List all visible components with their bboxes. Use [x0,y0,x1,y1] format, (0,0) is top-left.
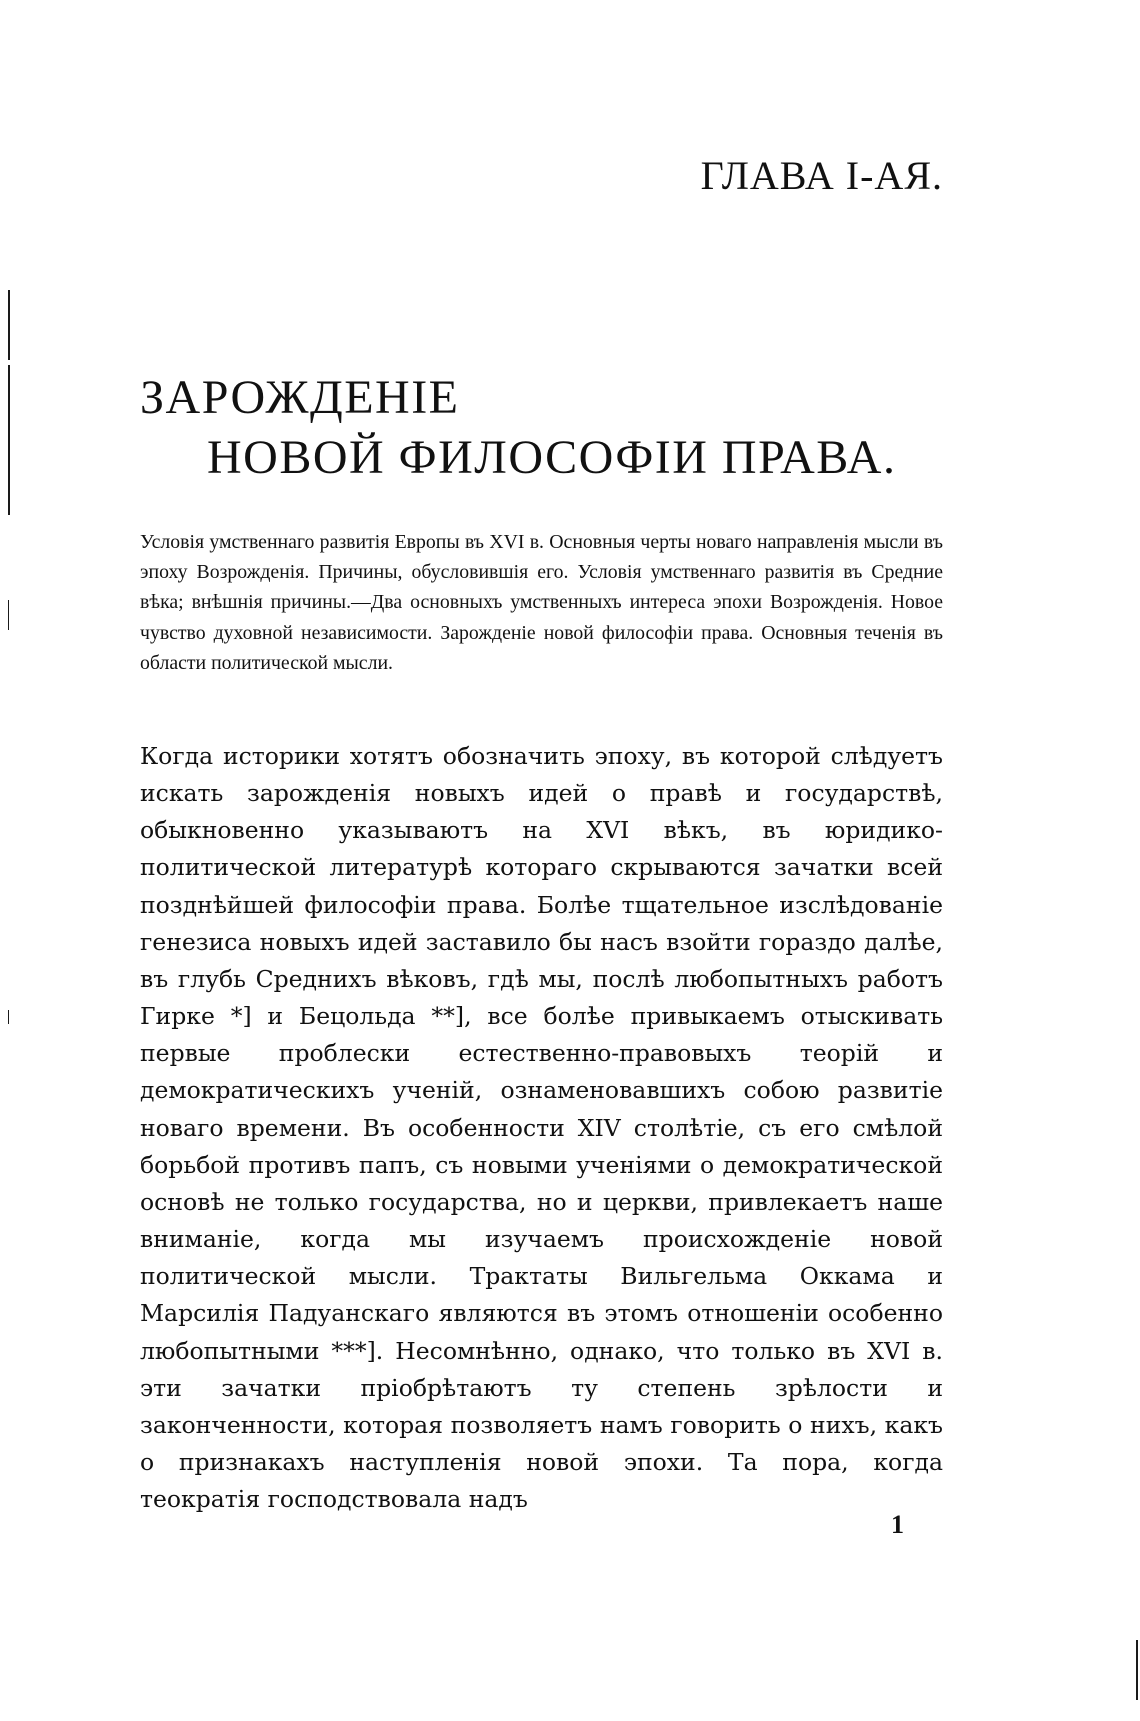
scan-edge-mark [8,1010,9,1024]
scan-edge-mark-right [1136,1640,1138,1700]
chapter-title-line-2: НОВОЙ ФИЛОСОФIИ ПРАВА. [207,431,897,484]
chapter-title-line-1: ЗАРОЖДЕНIЕ [140,371,460,424]
page-number: 1 [891,1510,904,1539]
chapter-heading: ГЛАВА I-АЯ. [700,153,943,198]
scan-edge-mark [8,600,9,630]
scan-edge-mark [8,290,10,360]
chapter-summary: Условiя умственнаго развитiя Европы въ XVI в. Основныя черты новаго направленiя мысли въ эпоху Возрожденiя. Причины, обусловившiя его. Условiя умственнаго развитiя въ Средние вѣка; внѣшнiя причины.—Два основныхъ умственныхъ интереса эпохи Возрожденiя. Новое чувство духовной независимости. Зарожденiе новой философiи права. Основныя теченiя въ области политической мысли. [140,531,943,674]
scan-edge-mark [8,365,10,515]
body-paragraph: Когда историки хотятъ обозначить эпоху, въ которой слѣдуетъ искать зарожденiя новыхъ идей о правѣ и государствѣ, обыкновенно указываютъ на XVI вѣкъ, въ юридико-политической литературѣ котораго скрываются зачатки всей позднѣйшей философiи права. Болѣе тщательное изслѣдованiе генезиса новыхъ идей заставило бы насъ взойти гораздо далѣе, въ глубь Среднихъ вѣковъ, гдѣ мы, послѣ любопытныхъ работъ Гирке *] и Бецольда **], все болѣе привыкаемъ отыскивать первые проблески естественно-правовыхъ теорiй и демократическихъ ученiй, ознаменовавшихъ собою развитiе новаго времени. Въ особенности XIV столѣтiе, съ его смѣлой борьбой противъ папъ, съ новыми ученiями о демократической основѣ не только государства, но и церкви, привлекаетъ наше вниманiе, когда мы изучаемъ происхожденiе новой политической мысли. Трактаты Вильгельма Оккама и Марсилiя Падуанскаго являются въ этомъ отношенiи особенно любопытными ***]. Несомнѣнно, однако, что только въ XVI в. эти зачатки прiобрѣтаютъ ту степень зрѣлости и законченности, которая позволяетъ намъ говорить о нихъ, какъ о признакахъ наступленiя новой эпохи. Та пора, когда теократiя господствовала надъ [140,742,943,1514]
